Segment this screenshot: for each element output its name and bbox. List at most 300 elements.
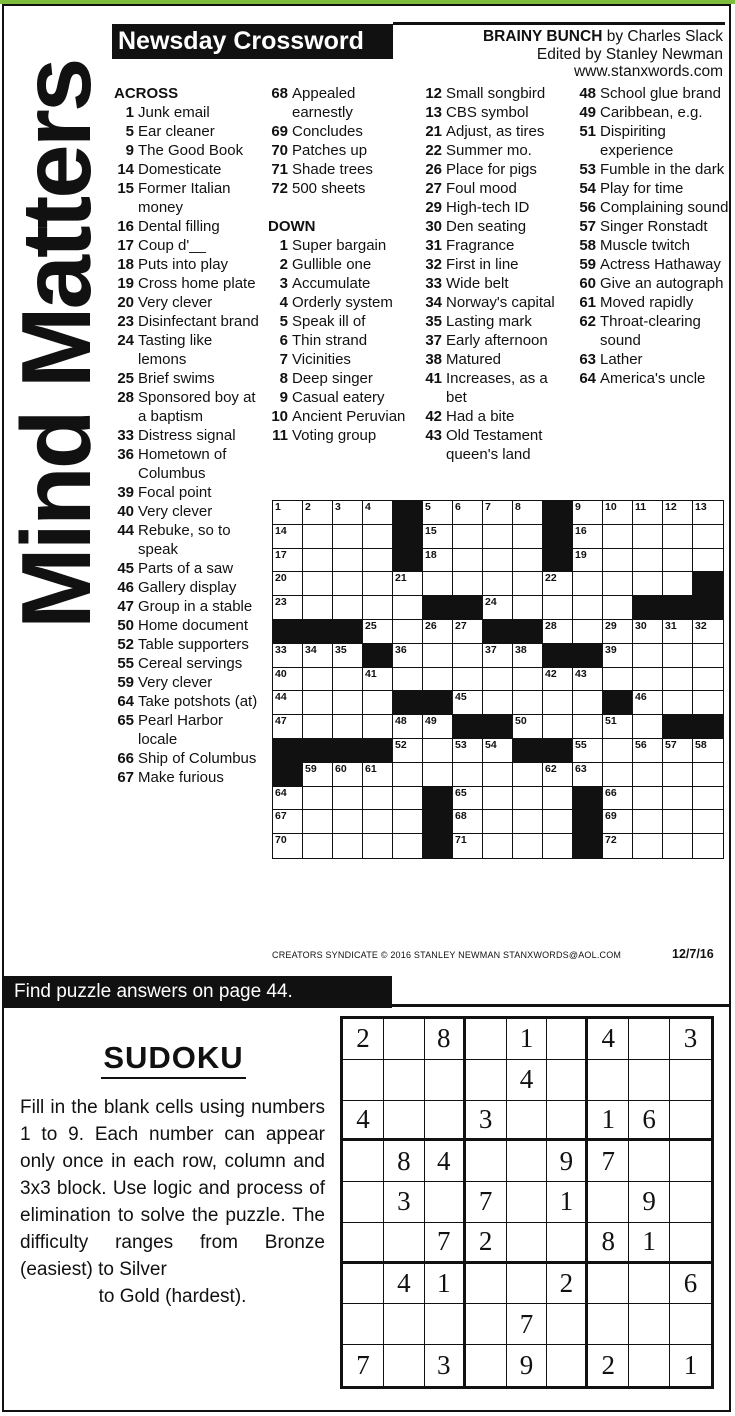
crossword-cell[interactable] — [333, 787, 363, 811]
crossword-cell[interactable] — [363, 715, 393, 739]
crossword-cell[interactable] — [453, 787, 483, 811]
clue-text: Take potshots (at) — [138, 693, 258, 710]
crossword-cell[interactable] — [513, 810, 543, 834]
crossword-cell[interactable] — [603, 596, 633, 620]
crossword-cell[interactable] — [303, 691, 333, 715]
crossword-cell[interactable] — [303, 763, 333, 787]
clue-text: Pearl Harbor locale — [138, 712, 224, 748]
black-square — [513, 620, 543, 644]
crossword-cell[interactable] — [513, 834, 543, 858]
crossword-cell[interactable] — [453, 834, 483, 858]
crossword-cell[interactable] — [513, 525, 543, 549]
clue-number: 61 — [579, 294, 596, 311]
crossword-cell[interactable] — [333, 810, 363, 834]
sudoku-cell[interactable] — [629, 1345, 670, 1386]
down-clue — [574, 122, 729, 160]
black-square — [693, 572, 723, 596]
sudoku-cell[interactable] — [588, 1264, 629, 1305]
crossword-cell[interactable] — [273, 810, 303, 834]
crossword-cell[interactable] — [483, 763, 513, 787]
down-clue — [420, 217, 570, 236]
crossword-cell[interactable] — [273, 644, 303, 668]
sudoku-cell[interactable] — [466, 1060, 507, 1101]
sudoku-cell[interactable] — [507, 1101, 548, 1142]
crossword-cell[interactable] — [663, 787, 693, 811]
crossword-cell[interactable] — [663, 739, 693, 763]
crossword-cell[interactable] — [303, 834, 333, 858]
crossword-cell[interactable] — [513, 549, 543, 573]
crossword-cell[interactable] — [603, 549, 633, 573]
crossword-cell[interactable] — [543, 763, 573, 787]
black-square — [453, 596, 483, 620]
crossword-cell[interactable] — [693, 525, 723, 549]
cell-number: 48 — [395, 715, 407, 728]
clue-number: 24 — [117, 332, 134, 349]
crossword-cell[interactable] — [663, 525, 693, 549]
cell-number: 70 — [275, 834, 287, 847]
crossword-cell[interactable] — [573, 596, 603, 620]
crossword-cell[interactable] — [363, 620, 393, 644]
crossword-cell[interactable] — [663, 810, 693, 834]
sudoku-cell[interactable] — [466, 1264, 507, 1305]
crossword-cell[interactable] — [303, 501, 333, 525]
crossword-cell[interactable] — [333, 549, 363, 573]
sudoku-cell[interactable] — [466, 1141, 507, 1182]
sudoku-cell[interactable] — [343, 1182, 384, 1223]
crossword-cell[interactable] — [693, 834, 723, 858]
crossword-cell[interactable] — [633, 572, 663, 596]
crossword-cell[interactable] — [543, 668, 573, 692]
sudoku-cell[interactable] — [670, 1223, 711, 1264]
crossword-cell[interactable] — [543, 620, 573, 644]
crossword-cell[interactable] — [693, 691, 723, 715]
sudoku-cell[interactable] — [547, 1223, 588, 1264]
crossword-cell[interactable] — [363, 691, 393, 715]
crossword-cell[interactable] — [483, 810, 513, 834]
crossword-cell[interactable] — [333, 834, 363, 858]
crossword-cell[interactable] — [273, 715, 303, 739]
across-clue — [112, 369, 262, 388]
crossword-cell[interactable] — [333, 668, 363, 692]
crossword-cell[interactable] — [363, 596, 393, 620]
clue-text: Table supporters — [138, 636, 249, 653]
crossword-cell[interactable] — [483, 834, 513, 858]
crossword-cell[interactable] — [273, 668, 303, 692]
sudoku-cell[interactable] — [507, 1182, 548, 1223]
sudoku-cell[interactable] — [507, 1223, 548, 1264]
cell-number: 43 — [575, 667, 587, 680]
crossword-cell[interactable] — [543, 715, 573, 739]
crossword-cell[interactable] — [573, 763, 603, 787]
crossword-cell[interactable] — [273, 549, 303, 573]
crossword-cell[interactable] — [603, 834, 633, 858]
crossword-cell[interactable] — [393, 810, 423, 834]
sudoku-cell[interactable] — [629, 1141, 670, 1182]
sudoku-cell[interactable] — [547, 1101, 588, 1142]
cell-number: 46 — [635, 691, 647, 704]
crossword-cell[interactable] — [273, 691, 303, 715]
crossword-cell[interactable] — [423, 644, 453, 668]
crossword-cell[interactable] — [543, 691, 573, 715]
clue-number: 72 — [271, 180, 288, 197]
crossword-cell[interactable] — [303, 715, 333, 739]
sudoku-cell[interactable] — [629, 1304, 670, 1345]
crossword-cell[interactable] — [303, 787, 333, 811]
black-square — [303, 620, 333, 644]
crossword-cell[interactable] — [303, 668, 333, 692]
clue-text: Make furious — [138, 769, 224, 786]
cell-number: 55 — [575, 738, 587, 751]
crossword-cell[interactable] — [633, 810, 663, 834]
clue-number: 23 — [117, 313, 134, 330]
clue-text: Place for pigs — [446, 161, 537, 178]
clue-text: Junk email — [138, 104, 210, 121]
sudoku-cell[interactable] — [425, 1304, 466, 1345]
crossword-cell[interactable] — [573, 525, 603, 549]
crossword-cell[interactable] — [363, 501, 393, 525]
sudoku-cell[interactable] — [343, 1304, 384, 1345]
crossword-cell[interactable] — [543, 787, 573, 811]
crossword-cell[interactable] — [333, 763, 363, 787]
crossword-cell[interactable] — [363, 549, 393, 573]
crossword-cell[interactable] — [633, 525, 663, 549]
crossword-cell[interactable] — [303, 549, 333, 573]
crossword-cell[interactable] — [483, 739, 513, 763]
sudoku-cell[interactable] — [384, 1223, 425, 1264]
sudoku-cell[interactable] — [466, 1304, 507, 1345]
crossword-cell[interactable] — [393, 834, 423, 858]
sudoku-cell[interactable] — [629, 1060, 670, 1101]
crossword-cell[interactable] — [693, 620, 723, 644]
clue-text: Norway's capital — [446, 294, 555, 311]
crossword-cell[interactable] — [573, 739, 603, 763]
crossword-cell[interactable] — [693, 501, 723, 525]
sudoku-cell[interactable] — [425, 1101, 466, 1142]
crossword-cell[interactable] — [453, 763, 483, 787]
clue-text: Increases, as a bet — [446, 370, 548, 406]
crossword-cell[interactable] — [513, 572, 543, 596]
crossword-cell[interactable] — [633, 644, 663, 668]
crossword-cell[interactable] — [273, 596, 303, 620]
crossword-cell[interactable] — [453, 810, 483, 834]
crossword-cell[interactable] — [573, 572, 603, 596]
sudoku-cell[interactable] — [588, 1060, 629, 1101]
crossword-cell[interactable] — [633, 763, 663, 787]
crossword-cell[interactable] — [693, 810, 723, 834]
across-clue — [266, 141, 416, 160]
crossword-cell[interactable] — [573, 620, 603, 644]
crossword-cell[interactable] — [423, 620, 453, 644]
sudoku-cell[interactable] — [670, 1101, 711, 1142]
crossword-cell[interactable] — [483, 501, 513, 525]
crossword-cell[interactable] — [363, 810, 393, 834]
crossword-cell[interactable] — [303, 525, 333, 549]
sudoku-cell[interactable] — [547, 1019, 588, 1060]
crossword-cell[interactable] — [513, 596, 543, 620]
crossword-cell[interactable] — [483, 596, 513, 620]
crossword-cell[interactable] — [333, 715, 363, 739]
crossword-cell[interactable] — [303, 572, 333, 596]
clue-text: Ear cleaner — [138, 123, 215, 140]
crossword-cell[interactable] — [693, 644, 723, 668]
cell-number: 16 — [575, 524, 587, 537]
crossword-cell[interactable] — [363, 763, 393, 787]
crossword-cell[interactable] — [303, 644, 333, 668]
crossword-cell[interactable] — [423, 525, 453, 549]
cell-number: 44 — [275, 691, 287, 704]
crossword-cell[interactable] — [453, 739, 483, 763]
clue-text: Very clever — [138, 294, 213, 311]
clue-text: Small songbird — [446, 85, 546, 102]
clue-text: Thin strand — [292, 332, 368, 349]
sudoku-cell[interactable] — [466, 1345, 507, 1386]
sudoku-cell[interactable] — [384, 1060, 425, 1101]
cell-number: 72 — [605, 834, 617, 847]
crossword-cell[interactable] — [693, 787, 723, 811]
sudoku-cell[interactable] — [547, 1345, 588, 1386]
crossword-cell[interactable] — [423, 763, 453, 787]
crossword-cell[interactable] — [603, 501, 633, 525]
crossword-cell[interactable] — [453, 501, 483, 525]
cell-number: 35 — [335, 643, 347, 656]
crossword-cell[interactable] — [603, 644, 633, 668]
crossword-cell[interactable] — [633, 691, 663, 715]
sudoku-cell[interactable] — [629, 1264, 670, 1305]
crossword-cell[interactable] — [423, 739, 453, 763]
crossword-cell[interactable] — [543, 596, 573, 620]
crossword-cell[interactable] — [273, 525, 303, 549]
crossword-cell[interactable] — [423, 572, 453, 596]
crossword-cell[interactable] — [543, 572, 573, 596]
sudoku-cell[interactable] — [588, 1304, 629, 1345]
crossword-cell[interactable] — [363, 572, 393, 596]
crossword-cell[interactable] — [633, 787, 663, 811]
black-square — [603, 691, 633, 715]
clue-text: Hometown of Columbus — [138, 446, 227, 482]
across-clue — [112, 122, 262, 141]
sudoku-cell[interactable] — [466, 1019, 507, 1060]
crossword-cell[interactable] — [663, 691, 693, 715]
crossword-cell[interactable] — [303, 810, 333, 834]
sudoku-cell[interactable] — [425, 1182, 466, 1223]
sudoku-cell[interactable] — [384, 1101, 425, 1142]
cell-number: 56 — [635, 738, 647, 751]
crossword-cell[interactable] — [573, 668, 603, 692]
crossword-cell[interactable] — [663, 620, 693, 644]
crossword-cell[interactable] — [273, 787, 303, 811]
crossword-cell[interactable] — [333, 572, 363, 596]
crossword-cell[interactable] — [513, 691, 543, 715]
clue-number: 29 — [425, 199, 442, 216]
clue-text: Old Testament queen's land — [446, 427, 543, 463]
crossword-cell[interactable] — [513, 787, 543, 811]
crossword-cell[interactable] — [483, 787, 513, 811]
sudoku-cell[interactable] — [629, 1019, 670, 1060]
crossword-cell[interactable] — [573, 549, 603, 573]
crossword-cell[interactable] — [663, 644, 693, 668]
crossword-cell[interactable] — [393, 596, 423, 620]
crossword-cell[interactable] — [333, 501, 363, 525]
clue-text: Former Italian money — [138, 180, 231, 216]
sudoku-cell[interactable] — [343, 1264, 384, 1305]
crossword-cell[interactable] — [453, 644, 483, 668]
clue-number: 12 — [425, 85, 442, 102]
down-clue — [574, 84, 729, 103]
crossword-cell[interactable] — [663, 668, 693, 692]
crossword-cell[interactable] — [633, 715, 663, 739]
crossword-cell[interactable] — [663, 763, 693, 787]
crossword-cell[interactable] — [393, 763, 423, 787]
crossword-cell[interactable] — [333, 596, 363, 620]
crossword-cell[interactable] — [363, 834, 393, 858]
clue-text: Coup d'__ — [138, 237, 206, 254]
crossword-cell[interactable] — [663, 572, 693, 596]
crossword-cell[interactable] — [423, 549, 453, 573]
clue-number: 1 — [125, 104, 134, 121]
black-square — [423, 834, 453, 858]
crossword-cell[interactable] — [573, 715, 603, 739]
sudoku-cell[interactable] — [507, 1141, 548, 1182]
crossword-cell[interactable] — [693, 739, 723, 763]
clue-text: Shade trees — [292, 161, 373, 178]
sudoku-cell[interactable] — [547, 1060, 588, 1101]
crossword-cell[interactable] — [393, 644, 423, 668]
crossword-cell[interactable] — [393, 572, 423, 596]
sudoku-cell[interactable] — [384, 1019, 425, 1060]
crossword-cell[interactable] — [483, 572, 513, 596]
crossword-cell[interactable] — [393, 668, 423, 692]
crossword-cell[interactable] — [633, 501, 663, 525]
crossword-cell[interactable] — [603, 810, 633, 834]
crossword-cell[interactable] — [363, 525, 393, 549]
sudoku-given: 9 — [507, 1345, 548, 1386]
across-clue — [112, 711, 262, 749]
crossword-cell[interactable] — [603, 787, 633, 811]
sudoku-given: 1 — [588, 1101, 629, 1142]
crossword-cell[interactable] — [513, 763, 543, 787]
crossword-cell[interactable] — [603, 620, 633, 644]
black-square — [273, 763, 303, 787]
crossword-cell[interactable] — [333, 644, 363, 668]
crossword-cell[interactable] — [363, 787, 393, 811]
crossword-cell[interactable] — [483, 668, 513, 692]
crossword-cell[interactable] — [633, 549, 663, 573]
sudoku-cell[interactable] — [507, 1264, 548, 1305]
crossword-cell[interactable] — [603, 668, 633, 692]
black-square — [273, 620, 303, 644]
crossword-cell[interactable] — [573, 691, 603, 715]
cell-number: 12 — [665, 501, 677, 513]
sudoku-cell[interactable] — [343, 1141, 384, 1182]
crossword-cell[interactable] — [423, 668, 453, 692]
crossword-cell[interactable] — [273, 501, 303, 525]
crossword-cell[interactable] — [363, 668, 393, 692]
clue-text: Adjust, as tires — [446, 123, 545, 140]
crossword-cell[interactable] — [543, 810, 573, 834]
sudoku-grid[interactable] — [340, 1016, 714, 1389]
crossword-cell[interactable] — [603, 572, 633, 596]
crossword-cell[interactable] — [513, 644, 543, 668]
puzzle-author: by Charles Slack — [606, 28, 723, 45]
crossword-cell[interactable] — [633, 620, 663, 644]
crossword-cell[interactable] — [693, 763, 723, 787]
crossword-cell[interactable] — [453, 668, 483, 692]
crossword-cell[interactable] — [513, 668, 543, 692]
crossword-cell[interactable] — [483, 549, 513, 573]
crossword-cell[interactable] — [693, 549, 723, 573]
clue-number: 57 — [579, 218, 596, 235]
crossword-cell[interactable] — [513, 501, 543, 525]
crossword-cell[interactable] — [273, 572, 303, 596]
crossword-cell[interactable] — [603, 525, 633, 549]
crossword-cell[interactable] — [663, 549, 693, 573]
crossword-cell[interactable] — [423, 715, 453, 739]
crossword-cell[interactable] — [483, 525, 513, 549]
crossword-cell[interactable] — [393, 739, 423, 763]
crossword-cell[interactable] — [303, 596, 333, 620]
crossword-cell[interactable] — [453, 572, 483, 596]
sudoku-cell[interactable] — [384, 1345, 425, 1386]
crossword-cell[interactable] — [633, 668, 663, 692]
sudoku-cell[interactable] — [588, 1182, 629, 1223]
crossword-cell[interactable] — [663, 834, 693, 858]
crossword-cell[interactable] — [393, 787, 423, 811]
black-square — [543, 525, 573, 549]
sudoku-cell[interactable] — [670, 1141, 711, 1182]
cell-number: 40 — [275, 667, 287, 680]
sudoku-cell[interactable] — [343, 1060, 384, 1101]
crossword-cell[interactable] — [483, 644, 513, 668]
crossword-grid[interactable] — [272, 500, 724, 859]
black-square — [663, 596, 693, 620]
clue-number: 39 — [117, 484, 134, 501]
crossword-cell[interactable] — [573, 501, 603, 525]
crossword-cell[interactable] — [543, 834, 573, 858]
puzzle-website[interactable]: www.stanxwords.com — [573, 63, 723, 80]
black-square — [633, 596, 663, 620]
crossword-cell[interactable] — [633, 834, 663, 858]
crossword-cell[interactable] — [603, 715, 633, 739]
crossword-cell[interactable] — [693, 668, 723, 692]
crossword-cell[interactable] — [513, 715, 543, 739]
sudoku-cell[interactable] — [384, 1304, 425, 1345]
crossword-cell[interactable] — [453, 549, 483, 573]
clue-text: Concludes — [292, 123, 363, 140]
sudoku-cell[interactable] — [343, 1223, 384, 1264]
sudoku-cell[interactable] — [670, 1182, 711, 1223]
clue-number: 8 — [279, 370, 288, 387]
crossword-cell[interactable] — [663, 501, 693, 525]
clue-number: 66 — [117, 750, 134, 767]
crossword-cell[interactable] — [483, 691, 513, 715]
crossword-cell[interactable] — [423, 501, 453, 525]
crossword-cell[interactable] — [393, 715, 423, 739]
crossword-cell[interactable] — [333, 691, 363, 715]
crossword-cell[interactable] — [603, 763, 633, 787]
sudoku-cell[interactable] — [670, 1304, 711, 1345]
crossword-cell[interactable] — [603, 739, 633, 763]
crossword-cell[interactable] — [273, 834, 303, 858]
sudoku-cell[interactable] — [425, 1060, 466, 1101]
crossword-cell[interactable] — [333, 525, 363, 549]
crossword-cell[interactable] — [453, 525, 483, 549]
crossword-cell[interactable] — [453, 620, 483, 644]
crossword-cell[interactable] — [633, 739, 663, 763]
sudoku-cell[interactable] — [547, 1304, 588, 1345]
crossword-cell[interactable] — [453, 691, 483, 715]
crossword-cell[interactable] — [393, 620, 423, 644]
sudoku-cell[interactable] — [670, 1060, 711, 1101]
